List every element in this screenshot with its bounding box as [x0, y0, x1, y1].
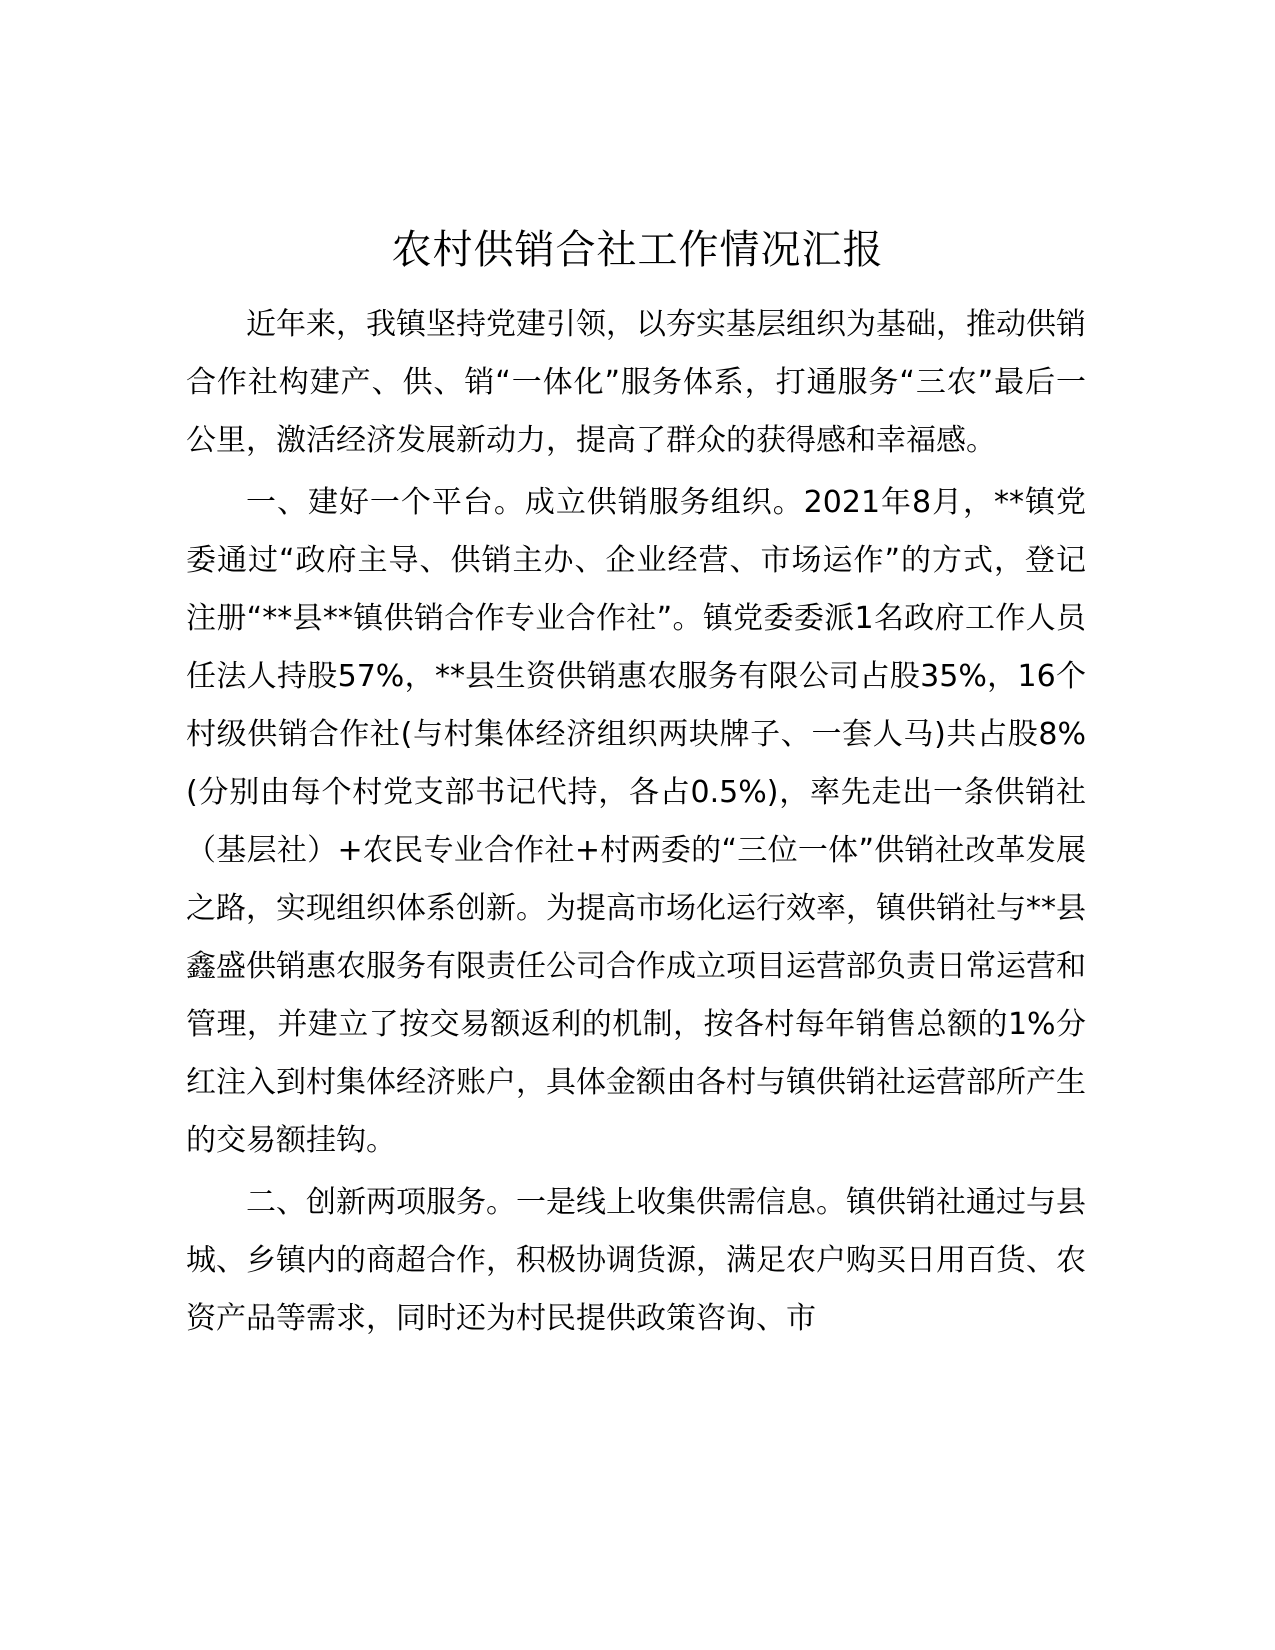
document-body — [186, 296, 1086, 1352]
paragraph-intro: 近年来，我镇坚持党建引领，以夯实基层组织为基础，推动供销合作社构建产、供、销“一体化”服务体系，打通服务“三农”最后一公里，激活经济发展新动力，提高了群众的获得感和幸福感。 — [186, 307, 1086, 458]
paragraph-section-two: 二、创新两项服务。一是线上收集供需信息。镇供销社通过与县城、乡镇内的商超合作，积极协调货源，满足农户购买日用百货、农资产品等需求，同时还为村民提供政策咨询、市 — [186, 1185, 1086, 1336]
paragraph-section-one: 一、建好一个平台。成立供销服务组织。2021年8月，**镇党委通过“政府主导、供销主办、企业经营、市场运作”的方式，登记注册“**县**镇供销合作专业合作社”。镇党委委派1名政府工作人员任法人持股57%，**县生资供销惠农服务有限公司占股35%，16个村级供销合作社(与村集体经济组织两块牌子、一套人马)共占股8%(分别由每个村党支部书记代持，各占0.5%)，率先走出一条供销社（基层社）+农民专业合作社+村两委的“三位一体”供销社改革发展之路，实现组织体系创新。为提高市场化运行效率，镇供销社与**县鑫盛供销惠农服务有限责任公司合作成立项目运营部负责日常运营和管理，并建立了按交易额返利的机制，按各村每年销售总额的1%分红注入到村集体经济账户，具体金额由各村与镇供销社运营部所产生的交易额挂钩。 — [186, 485, 1086, 1158]
document-title: 农村供销合社工作情况汇报 — [391, 227, 884, 273]
